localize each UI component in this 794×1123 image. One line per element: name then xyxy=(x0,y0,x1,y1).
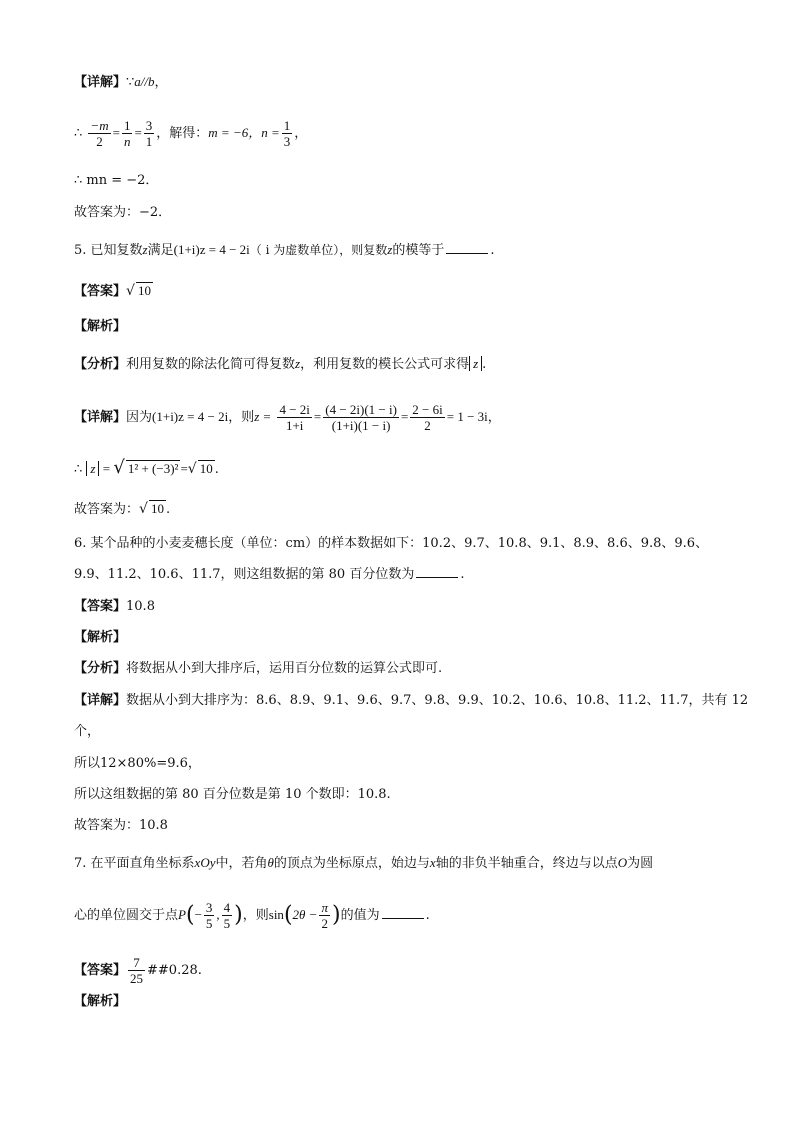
question-7-line1: 7. 在平面直角坐标系xOy中，若角θ的顶点为坐标原点，始边与x轴的非负半轴重合，终边与以点O为圆 xyxy=(74,855,654,871)
analysis-tag-6: 【解析】 xyxy=(74,630,127,645)
question-7-line2: 心的单位圆交于点P(− $\frac{3}{5}$ , $\frac{4}{5}$ )，则sin(2θ − $\frac{\pi}{2}$ )的值为 . xyxy=(74,900,430,931)
vector-parallel: a//b xyxy=(134,74,155,89)
detail-6-line3: 所以12×80%=9.6， xyxy=(74,756,201,771)
mn-result: ∴ mn = −2． xyxy=(74,173,159,188)
detail-6-line2: 个， xyxy=(74,724,101,739)
final-answer-6: 故答案为：10.8 xyxy=(74,818,168,833)
detail-6-line4: 所以这组数据的第 80 百分位数是第 10 个数即：10.8. xyxy=(74,787,391,802)
ratio-equation: ∴ $\frac{-m}{2}$ = $\frac{1}{n}$ = $\frac{3}{1}$ ，解得：m = −6，n = $\frac{1}{3}$ ， xyxy=(74,118,308,149)
answer-blank xyxy=(446,241,488,254)
analysis-tag-7: 【解析】 xyxy=(74,994,127,1009)
fraction: $\frac{\pi}{2}$ xyxy=(321,900,328,931)
analysis-tag-5: 【解析】 xyxy=(74,319,127,334)
answer-6: 【答案】10.8 xyxy=(74,599,155,614)
final-answer-4: 故答案为：−2． xyxy=(74,205,172,220)
question-6-line2: 9.9、11.2、10.6、11.7，则这组数据的第 80 百分位数为 . xyxy=(74,567,465,582)
answer-blank xyxy=(416,565,458,578)
answer-5: 【答案】√ 10 xyxy=(74,283,151,299)
method-5: 【分析】利用复数的除法化简可得复数z，利用复数的模长公式可求得 z . xyxy=(74,356,487,372)
fraction: $\frac{4}{5}$ xyxy=(223,900,231,931)
detail-6-line1: 【详解】数据从小到大排序为：8.6、8.9、9.1、9.6、9.7、9.8、9.9、10.2、10.6、10.8、11.2、11.7，共有 12 xyxy=(74,693,749,708)
fraction: $\frac{1}{n}$ xyxy=(123,118,131,149)
detail-5: 【详解】因为(1+i)z = 4 − 2i，则z = $\frac{4 - 2i}{1+i}$ = $\frac{(4 - 2i)(1 - i)}{(1+i)(1 - i)}$ = $\frac{2 - 6i}{2}$ = 1 − 3i， xyxy=(74,402,501,433)
fraction: $\frac{2 - 6i}{2}$ xyxy=(412,402,443,433)
question-6-line1: 6. 某个品种的小麦麦穗长度（单位：cm）的样本数据如下：10.2、9.7、10.8、9.1、8.9、8.6、9.8、9.6、 xyxy=(74,536,709,551)
modulus-5: ∴ z = √ 1² + (−3)² =√ 10 . xyxy=(74,457,219,478)
final-answer-5: 故答案为：√ 10 . xyxy=(74,501,171,517)
fraction: $\frac{7}{25}$ xyxy=(130,955,144,986)
fraction: $\frac{3}{5}$ xyxy=(205,900,213,931)
answer-blank xyxy=(382,906,424,919)
fraction: $\frac{1}{3}$ xyxy=(283,118,291,149)
fraction: $\frac{-m}{2}$ xyxy=(90,118,109,149)
fraction: $\frac{(4 - 2i)(1 - i)}{(1+i)(1 - i)}$ xyxy=(325,402,397,433)
question-5: 5. 已知复数z满足(1+i)z = 4 − 2i（ i 为虚数单位），则复数z的模等于 . xyxy=(74,242,495,258)
detail-line-vector: 【详解】∵a//b， xyxy=(74,74,168,90)
fraction: $\frac{4 - 2i}{1+i}$ xyxy=(279,402,310,433)
fraction: $\frac{3}{1}$ xyxy=(145,118,153,149)
answer-7: 【答案】 $\frac{7}{25}$ ##0.28. xyxy=(74,955,202,986)
method-6: 【分析】将数据从小到大排序后，运用百分位数的运算公式即可. xyxy=(74,661,443,676)
detail-tag: 【详解】 xyxy=(74,75,127,90)
